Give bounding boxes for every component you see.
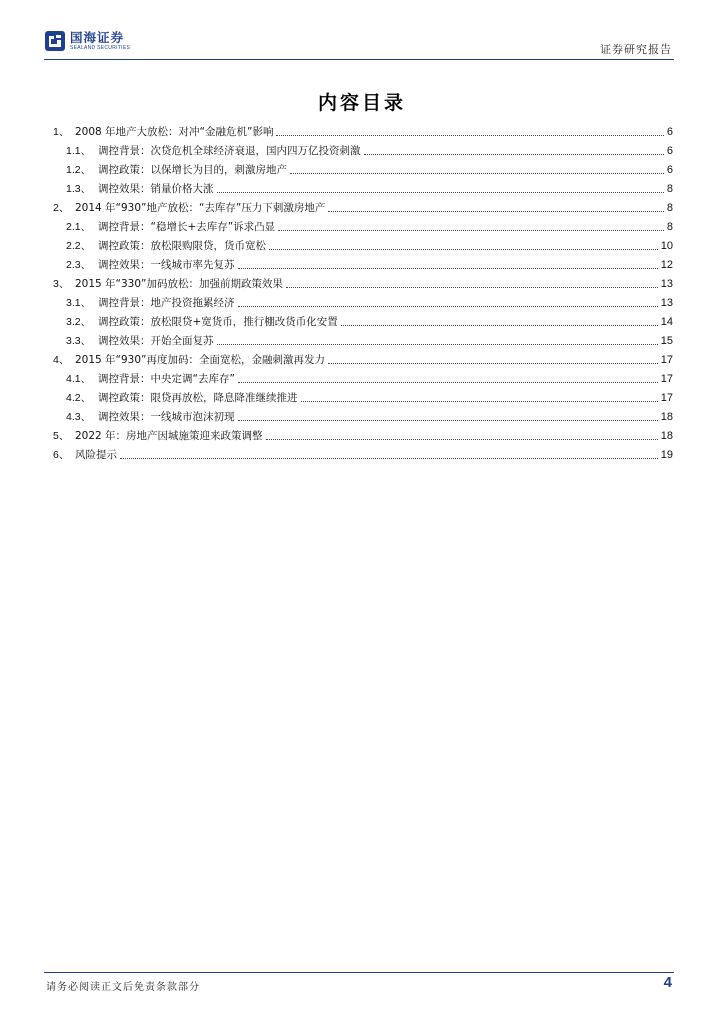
toc-leader-dots [328, 363, 658, 364]
logo-chinese-name: 国海证券 [70, 29, 125, 45]
toc-entry[interactable] [53, 272, 673, 291]
report-type-label: 证券研究报告 [600, 43, 672, 56]
page-number: 4 [663, 974, 672, 991]
toc-entry-title: 调控背景：中央定调“去库存” [98, 373, 235, 385]
toc-entry-title: 2015 年“930”再度加码：全面宽松，金融刺激再发力 [75, 354, 325, 366]
toc-entry-number: 5、 [53, 430, 70, 442]
toc-entry-page: 8 [666, 202, 673, 214]
toc-entry-number: 3.1、 [66, 297, 92, 309]
toc-entry-number: 2.1、 [66, 221, 92, 233]
header-divider [44, 59, 674, 60]
toc-entry-page: 8 [666, 221, 673, 233]
table-of-contents [53, 120, 673, 462]
toc-entry-title: 调控效果：开始全面复苏 [98, 335, 214, 347]
toc-entry-page: 8 [666, 183, 673, 195]
toc-entry-title: 调控效果：销量价格大涨 [98, 183, 214, 195]
toc-leader-dots [238, 420, 658, 421]
toc-entry-number: 3.2、 [66, 316, 92, 328]
sealand-logo-icon [44, 30, 66, 52]
toc-entry-page: 12 [660, 259, 673, 271]
toc-entry[interactable] [53, 348, 673, 367]
toc-entry[interactable] [53, 310, 673, 329]
toc-entry[interactable] [53, 120, 673, 139]
toc-entry-page: 15 [660, 335, 673, 347]
toc-entry-number: 1.3、 [66, 183, 92, 195]
logo-english-name: SEALAND SECURITIES [70, 44, 131, 51]
toc-entry[interactable] [53, 291, 673, 310]
toc-leader-dots [120, 458, 658, 459]
toc-entry-page: 13 [660, 278, 673, 290]
toc-entry-title: 调控政策：以保增长为目的，刺激房地产 [98, 164, 287, 176]
toc-entry[interactable] [53, 405, 673, 424]
toc-entry-title: 调控政策：放松限贷+宽货币，推行棚改货币化安置 [98, 316, 338, 328]
toc-entry[interactable] [53, 424, 673, 443]
toc-entry-page: 13 [660, 297, 673, 309]
toc-leader-dots [269, 249, 658, 250]
toc-entry[interactable] [53, 215, 673, 234]
toc-title: 内容目录 [317, 92, 406, 114]
toc-entry[interactable] [53, 386, 673, 405]
toc-leader-dots [238, 268, 658, 269]
toc-leader-dots [278, 230, 664, 231]
toc-entry-number: 1、 [53, 126, 70, 138]
footer-divider [44, 972, 674, 973]
toc-entry-number: 4.1、 [66, 373, 92, 385]
toc-entry-title: 调控效果：一线城市率先复苏 [98, 259, 235, 271]
toc-entry-page: 6 [666, 164, 673, 176]
toc-entry-page: 18 [660, 411, 673, 423]
toc-entry[interactable] [53, 139, 673, 158]
toc-entry-number: 1.2、 [66, 164, 92, 176]
toc-entry-title: 调控背景：“稳增长+去库存”诉求凸显 [98, 221, 276, 233]
toc-entry-title: 调控政策：限贷再放松，降息降准继续推进 [98, 392, 298, 404]
toc-leader-dots [217, 344, 658, 345]
toc-entry-number: 4、 [53, 354, 70, 366]
toc-leader-dots [217, 192, 664, 193]
toc-entry-number: 3、 [53, 278, 70, 290]
toc-entry[interactable] [53, 443, 673, 462]
toc-entry-number: 3.3、 [66, 335, 92, 347]
toc-entry-page: 17 [660, 354, 673, 366]
toc-entry[interactable] [53, 234, 673, 253]
toc-entry-page: 6 [666, 126, 673, 138]
toc-entry[interactable] [53, 367, 673, 386]
toc-leader-dots [238, 306, 658, 307]
toc-entry-number: 2、 [53, 202, 70, 214]
toc-entry-page: 18 [660, 430, 673, 442]
toc-entry-title: 2014 年“930”地产放松：“去库存”压力下刺激房地产 [75, 202, 326, 214]
toc-entry-number: 2.3、 [66, 259, 92, 271]
toc-entry-number: 1.1、 [66, 145, 92, 157]
toc-entry-number: 2.2、 [66, 240, 92, 252]
toc-leader-dots [301, 401, 658, 402]
toc-entry[interactable] [53, 177, 673, 196]
toc-entry-title: 调控效果：一线城市泡沫初现 [98, 411, 235, 423]
toc-entry[interactable] [53, 196, 673, 215]
company-logo [44, 30, 130, 52]
toc-entry-title: 风险提示 [75, 449, 117, 461]
toc-leader-dots [290, 173, 664, 174]
toc-entry-title: 调控政策：放松限购限贷，货币宽松 [98, 240, 266, 252]
toc-entry-title: 2015 年“330”加码放松：加强前期政策效果 [75, 278, 283, 290]
toc-entry-number: 4.2、 [66, 392, 92, 404]
toc-entry-title: 2022 年：房地产因城施策迎来政策调整 [75, 430, 263, 442]
toc-entry-number: 4.3、 [66, 411, 92, 423]
toc-entry-page: 6 [666, 145, 673, 157]
toc-entry-page: 14 [660, 316, 673, 328]
toc-entry-page: 19 [660, 449, 673, 461]
toc-entry[interactable] [53, 158, 673, 177]
toc-entry-title: 调控背景：地产投资拖累经济 [98, 297, 235, 309]
toc-entry-page: 17 [660, 373, 673, 385]
toc-entry-page: 10 [660, 240, 673, 252]
toc-leader-dots [341, 325, 658, 326]
toc-entry[interactable] [53, 253, 673, 272]
toc-entry[interactable] [53, 329, 673, 348]
toc-leader-dots [276, 135, 663, 136]
toc-entry-title: 2008 年地产大放松：对冲“金融危机”影响 [75, 126, 274, 138]
footer-disclaimer: 请务必阅读正文后免责条款部分 [46, 982, 200, 993]
toc-entry-number: 6、 [53, 449, 70, 461]
toc-entry-page: 17 [660, 392, 673, 404]
toc-leader-dots [286, 287, 658, 288]
toc-leader-dots [364, 154, 664, 155]
toc-entry-title: 调控背景：次贷危机全球经济衰退，国内四万亿投资刺激 [98, 145, 361, 157]
toc-leader-dots [266, 439, 658, 440]
page-header [44, 30, 674, 60]
toc-leader-dots [328, 211, 664, 212]
toc-leader-dots [238, 382, 658, 383]
